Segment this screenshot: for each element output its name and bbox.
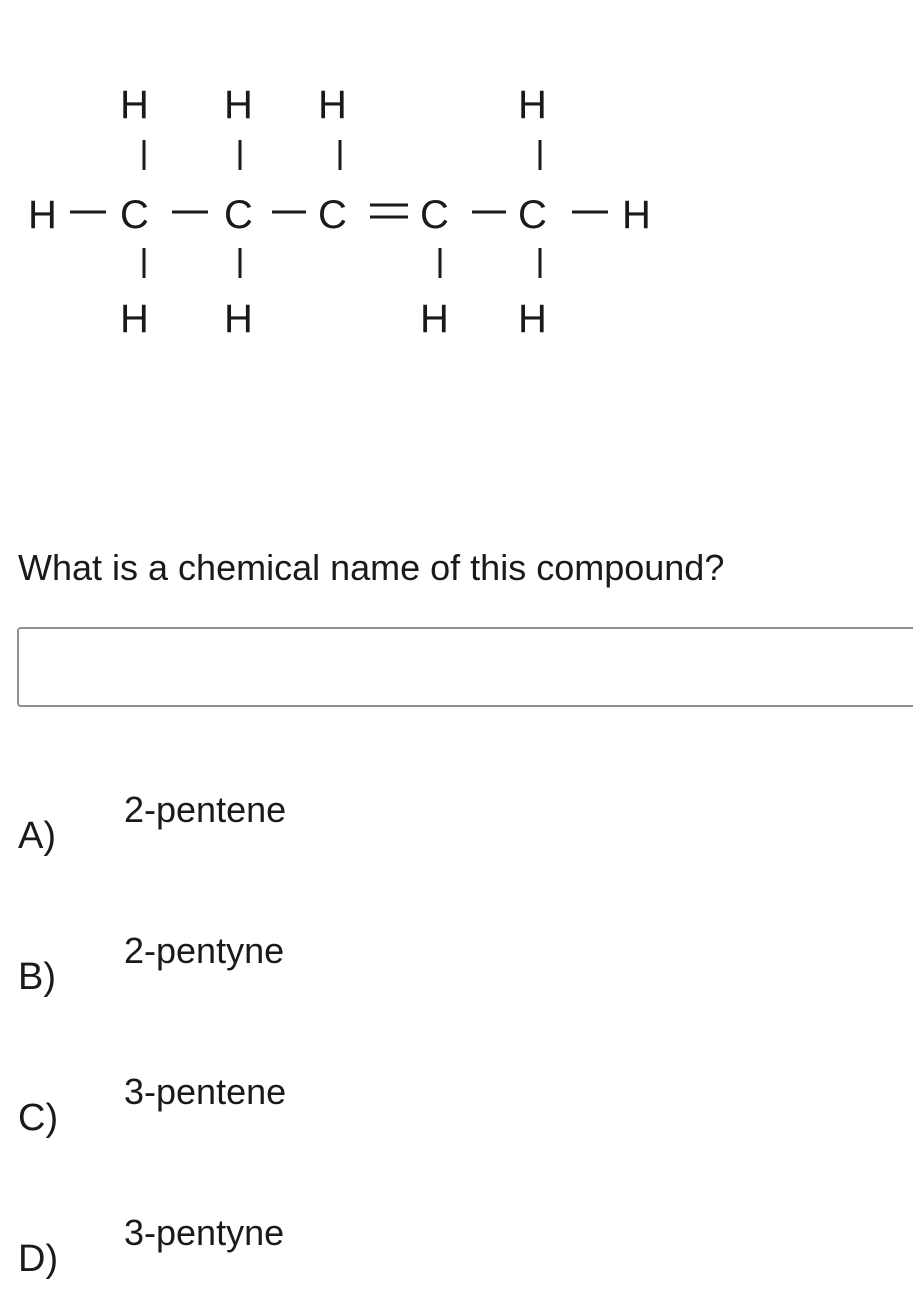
option-c[interactable] — [18, 1071, 618, 1152]
atom-c2-top-h: H — [224, 83, 253, 127]
option-d[interactable] — [18, 1212, 618, 1293]
option-letter: B) — [18, 956, 56, 998]
structural-formula — [0, 60, 700, 360]
option-text: 3-pentene — [124, 1071, 287, 1112]
atom-c4-bottom-h: H — [420, 297, 449, 341]
atom-c3-top-h: H — [318, 83, 347, 127]
atom-h-left: H — [28, 193, 57, 237]
option-text: 2-pentene — [124, 789, 287, 830]
option-letter: D) — [18, 1238, 59, 1280]
atom-c2-bottom-h: H — [224, 297, 253, 341]
atom-c5-bottom-h: H — [518, 297, 547, 341]
atom-h-right: H — [622, 193, 651, 237]
option-b[interactable] — [18, 930, 618, 1011]
option-letter: C) — [18, 1097, 59, 1139]
atom-c1: C — [120, 193, 149, 237]
atom-c1-bottom-h: H — [120, 297, 149, 341]
atom-c2: C — [224, 193, 253, 237]
option-text: 2-pentyne — [124, 930, 285, 971]
option-text: 3-pentyne — [124, 1212, 285, 1253]
question-text: What is a chemical name of this compound? — [18, 547, 725, 588]
atom-c4: C — [420, 193, 449, 237]
answer-input[interactable] — [17, 627, 913, 707]
atom-c3: C — [318, 193, 347, 237]
option-letter: A) — [18, 815, 56, 857]
atom-c5-top-h: H — [518, 83, 547, 127]
atom-c5: C — [518, 193, 547, 237]
option-a[interactable] — [18, 789, 618, 870]
atom-c1-top-h: H — [120, 83, 149, 127]
